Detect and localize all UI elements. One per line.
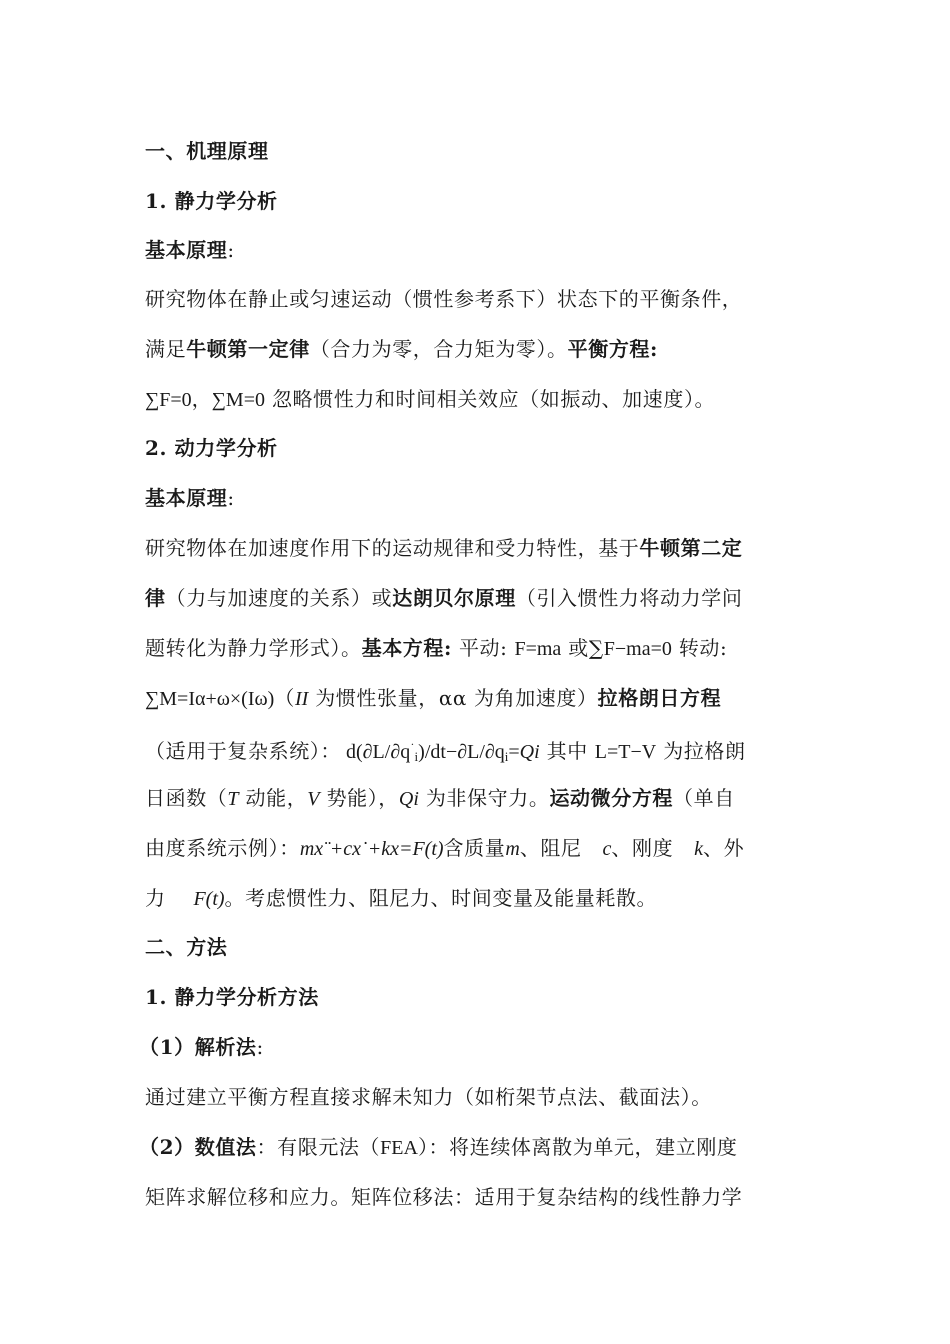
label-text: （1）解析法 — [139, 1035, 257, 1059]
heading-section-2 — [145, 933, 825, 961]
text-run: 题转化为静力学形式）。 — [145, 636, 362, 660]
paragraph-line — [145, 385, 825, 414]
text-run: （合力为零，合力矩为零）。 — [309, 337, 568, 361]
abbr: FEA — [380, 1137, 418, 1159]
paragraph-line — [139, 1133, 819, 1162]
basic-principle-label — [145, 236, 825, 264]
equation: F(t) — [193, 888, 225, 910]
superscript: ˙ — [410, 740, 415, 755]
paragraph-line — [145, 1183, 825, 1211]
math-symbol: Qi — [398, 788, 419, 810]
label-text: 基本原理 — [145, 486, 228, 510]
math-symbol: II — [294, 688, 309, 710]
text-run: 忽略惯性力和时间相关效应（如振动、加速度）。 — [264, 387, 716, 411]
heading-static-methods — [145, 983, 825, 1011]
colon: : — [256, 1035, 264, 1059]
math-symbol: m — [505, 838, 520, 860]
subscript: i — [504, 749, 509, 764]
heading-text: 二、方法 — [145, 935, 228, 959]
text-run: （力与加速度的关系）或 — [165, 586, 393, 610]
equation: ∑F=0，∑M=0 — [145, 389, 265, 411]
paragraph-line — [145, 285, 825, 313]
math-symbol: T — [227, 788, 239, 810]
text-run: 动能， — [238, 786, 308, 810]
text-run: 。考虑惯性力、阻尼力、时间变量及能量耗散。 — [224, 886, 658, 910]
paragraph-line — [145, 734, 825, 771]
text-run: 转动: — [671, 636, 728, 660]
text-run: 含质量 — [443, 836, 506, 860]
equation: F−ma=0 — [603, 638, 672, 660]
heading-text: 2. 动力学分析 — [145, 436, 278, 460]
heading-static-analysis — [145, 187, 825, 215]
math-symbol: c — [602, 838, 612, 860]
subscript: i — [414, 749, 419, 764]
paragraph-line — [145, 335, 825, 363]
text-run: 由度系统示例）： — [145, 836, 300, 860]
text-run: （ — [274, 686, 295, 710]
text-run: 、刚度 — [611, 836, 674, 860]
text-run: 研究物体在静止或匀速运动（惯性参考系下）状态下的平衡条件， — [145, 287, 743, 311]
equation: = — [508, 741, 520, 763]
paragraph-line — [145, 1083, 825, 1111]
text-run: ：有限元法（ — [256, 1135, 381, 1159]
text-run: 为惯性张量，αα 为角加速度） — [308, 686, 598, 710]
text-run: （适用于复杂系统）： — [145, 739, 341, 763]
text-run: 其中 — [539, 739, 595, 763]
bold-term: 达朗贝尔原理 — [392, 586, 516, 610]
text-run: （引入惯性力将动力学问 — [515, 586, 743, 610]
math-symbol: Qi — [519, 741, 540, 763]
text-run: 、阻尼 — [519, 836, 582, 860]
colon: : — [227, 486, 235, 510]
text-run: 日函数（ — [145, 786, 228, 810]
text-run: 通过建立平衡方程直接求解未知力（如桁架节点法、截面法）。 — [145, 1085, 712, 1109]
bold-term: 牛顿第一定律 — [186, 337, 310, 361]
equation: ∑M=Iα+ω×(Iω) — [145, 688, 275, 710]
bold-term: 运动微分方程 — [549, 786, 674, 810]
bold-term: 牛顿第二定 — [639, 536, 743, 560]
text-run: 为拉格朗 — [656, 739, 746, 763]
label-text: （2）数值法 — [139, 1135, 257, 1159]
text-run: ）：将连续体离散为单元，建立刚度 — [417, 1135, 738, 1159]
bold-term: 基本方程: — [361, 636, 452, 660]
text-run: 平动: — [452, 636, 515, 660]
equation: mx¨+cx˙+kx=F(t) — [299, 838, 444, 860]
label-text: 基本原理 — [145, 238, 228, 262]
equation: d(∂L/∂q — [341, 741, 411, 763]
heading-text: 一、机理原理 — [145, 139, 269, 163]
text-run: 研究物体在加速度作用下的运动规律和受力特性，基于 — [145, 536, 640, 560]
paragraph-line — [145, 884, 825, 913]
equation: L=T−V — [594, 741, 657, 763]
math-symbol: V — [307, 788, 320, 810]
heading-section-1 — [145, 137, 825, 165]
paragraph-line — [145, 584, 825, 612]
bold-term: 律 — [145, 586, 166, 610]
math-symbol: k — [694, 838, 703, 860]
colon: : — [227, 238, 235, 262]
equation: F=ma — [514, 638, 562, 660]
text-run: 势能）， — [319, 786, 399, 810]
method-label — [139, 1033, 819, 1061]
text-run: （单自 — [673, 786, 735, 810]
bold-term: 拉格朗日方程 — [597, 686, 722, 710]
paragraph-line — [145, 534, 825, 562]
text-run: 矩阵求解位移和应力。矩阵位移法：适用于复杂结构的线性静力学 — [145, 1185, 743, 1209]
bold-term: 平衡方程: — [567, 337, 659, 361]
heading-text: 1. 静力学分析方法 — [145, 985, 319, 1009]
text-run: 、外 — [702, 836, 745, 860]
paragraph-line — [145, 634, 825, 663]
text-run: 力 — [145, 886, 166, 910]
paragraph-line — [145, 684, 825, 713]
heading-dynamic-analysis — [145, 434, 825, 462]
text-run: 为非保守力。 — [418, 786, 550, 810]
basic-principle-label — [145, 484, 825, 512]
paragraph-line — [145, 834, 825, 863]
equation: )/dt−∂L/∂q — [418, 741, 505, 763]
text-run: 满足 — [145, 337, 187, 361]
text-run: 或∑ — [561, 636, 604, 660]
paragraph-line — [145, 784, 825, 813]
heading-text: 1. 静力学分析 — [145, 189, 278, 213]
